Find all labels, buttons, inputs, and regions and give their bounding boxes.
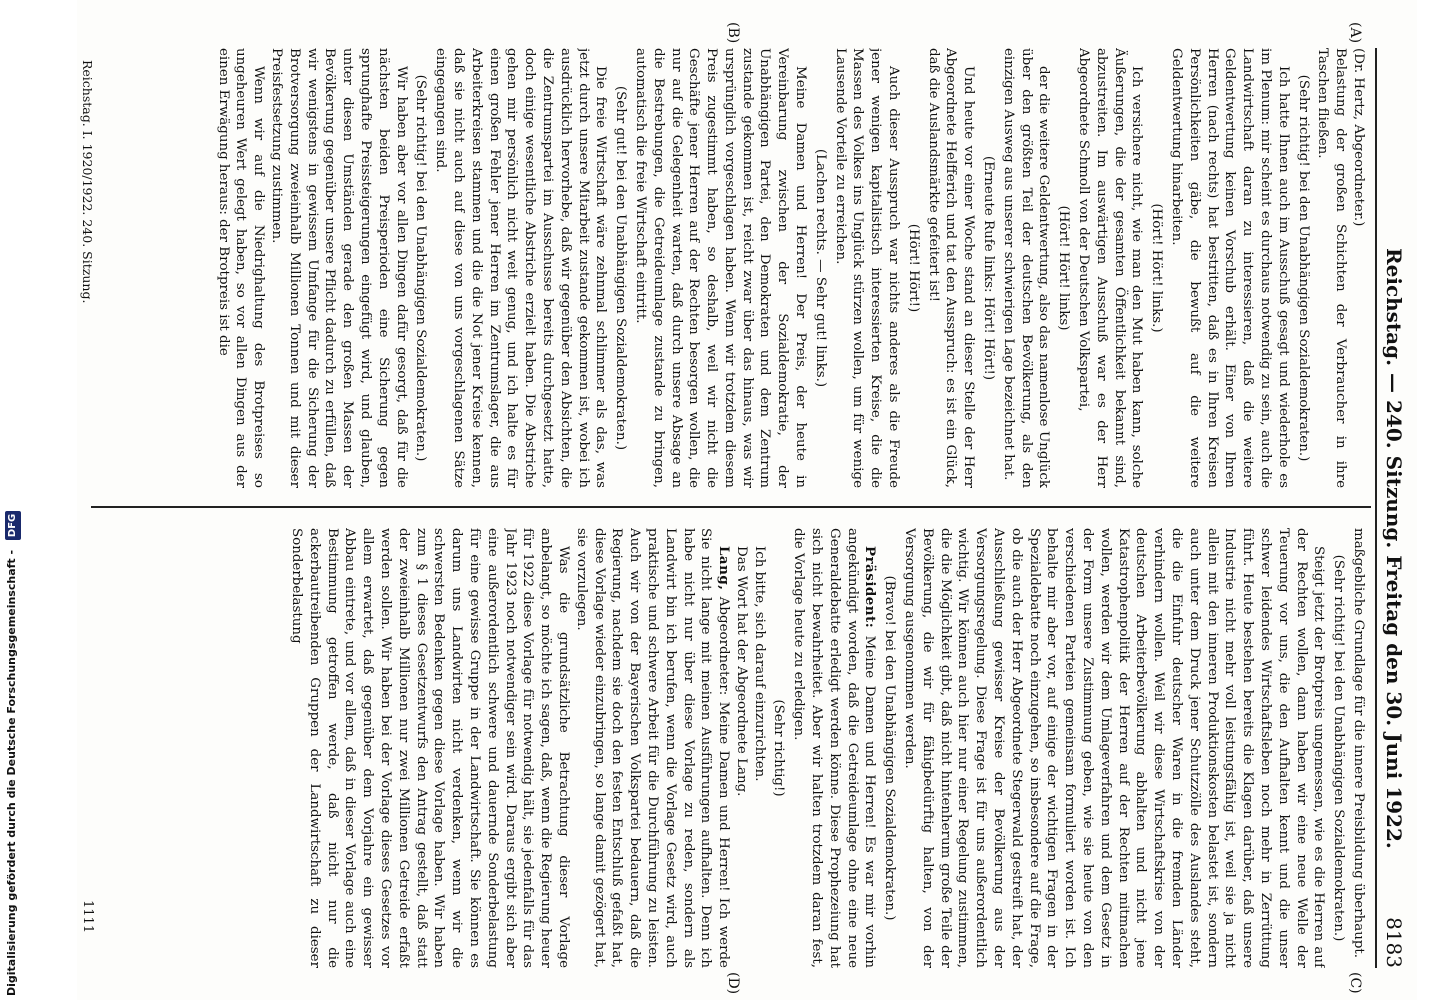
paragraph-text: (Bravo! bei den Unabhängigen Sozialdemokraten.) <box>882 575 898 921</box>
paragraph <box>750 528 768 968</box>
header-title: Reichstag. — 240. Sitzung. Freitag den 30. Juni 1922. <box>1382 248 1406 849</box>
paragraph <box>631 48 809 488</box>
paragraph-text: (Dr. Hertz, Abgeordneter.) <box>1351 48 1366 227</box>
paragraph-text: (Hört! Hört!) <box>905 223 921 313</box>
paragraph-text: Meine Damen und Herren! Es war mir vorhin angekündigt worden, daß die Getreideumlage ohne eine neue Generaldebatte erledigt werden könne. Diese Prophezeiung hat sich nicht bewahrheitet. Aber wir halten trotzdem daran fest, die Vorlage heute zu erledigen. <box>791 528 878 968</box>
paragraph <box>214 48 267 488</box>
margin-marker-c: (C) <box>1347 972 1363 994</box>
column-divider <box>91 506 1371 508</box>
paragraph <box>999 48 1052 488</box>
paragraph-text: Ich bitte, sich darauf einzurichten. <box>751 546 767 782</box>
stage-direction <box>611 48 629 488</box>
paragraph <box>1074 48 1145 488</box>
paragraph <box>431 48 609 488</box>
page-number: 8183 <box>1382 917 1406 968</box>
paragraph-text: (Sehr richtig!) <box>771 699 787 797</box>
speaker-name: Präsident: <box>862 546 879 629</box>
margin-marker-a: (A) <box>1347 22 1363 44</box>
stage-direction <box>770 528 788 968</box>
paragraph-text: Wir haben aber vor allen Dingen dafür gesorgt, daß für die nächsten beiden Preisperioden eine Sicherung gegen sprunghafte Preissteigerungen eingefügt wird, und glauben, unter diesen Umständen gerade den großen Massen der Bevölkerung gegenüber unsere Pflicht dadurch zu erfüllen, daß wir wenigstens in gewissem Umfange für die Sicherung der Brotversorgung zweieinhalb Millionen Tonnen und mit dieser Preisfestsetzung zustimmen. <box>268 48 409 488</box>
paragraph <box>732 528 750 968</box>
stage-direction <box>880 528 898 968</box>
paragraph <box>267 48 409 488</box>
paragraph-text: (Sehr richtig! bei den Unabhängigen Sozialdemokraten.) <box>1295 74 1311 462</box>
stage-direction <box>904 48 922 488</box>
paragraph-text: (Hört! Hört! links) <box>1056 205 1072 331</box>
paragraph-text: (Sehr richtig! bei den Unabhängigen Sozialdemokraten.) <box>1331 554 1347 942</box>
paragraph <box>287 528 572 968</box>
left-text-column <box>97 48 1367 488</box>
paragraph <box>924 48 977 488</box>
stage-direction <box>1147 48 1165 488</box>
paragraph <box>1167 48 1292 488</box>
paragraph-text: Ich hatte Ihnen auch im Ausschuß gesagt und wiederhole es im Plenum: mir scheint es durchaus notwendig zu sein, auch die Landwirtschaft daran zu interessieren, daß die weitere Geldentwertung keinen Vorschub erhält. Einer von Ihren Herren (nach rechts) hat bestritten, daß es in Ihren Kreisen Persönlichkeiten gäbe, die bewußt auf die weitere Geldentwertung hinarbeiten. <box>1169 48 1291 488</box>
paragraph-text: Auch dieser Ausspruch war nichts anderes als die Freude jener wenigen kapitalistisch interessierten Kreise, die die Massen des Volkes ins Unglück stürzen wollen, um für wenige Lausende Vorteile zu erreichen. <box>832 48 902 488</box>
paragraph-text: (Sehr gut! bei den Unabhängigen Sozialdemokraten.) <box>613 85 629 451</box>
footer-session-note: Reichstag. I. 1920/1922. 240. Sitzung. <box>80 60 95 304</box>
paragraph-text: Was die grundsätzliche Betrachtung dieser Vorlage anbelangt, so möchte ich sagen, daß, wenn die Regierung heuer für 1922 diese Vorlage für notwendig hält, sie jedenfalls für das Jahr 1923 noch notwendiger sein wird. Daraus ergibt sich aber eine außerordentlich schwere und dauernde Sonderbelastung für eine gewisse Gruppe in der Landwirtschaft. Sie können es darum uns Landwirten nicht verdenken, wenn wir die schwersten Bedenken gegen diese Vorlage haben. Wir haben zum § 1 dieses Gesetzentwurfs den Antrag gestellt, daß statt der zweieinhalb Millionen nur zwei Millionen Getreide erfaßt werden sollen. Wir haben bei der Vorlage dieses Gesetzes vor allem erwartet, daß gegenüber dem Vorjahre ein gewisser Abbau eintrete, und vor allem, daß in dieser Vorlage auch eine Bestimmung getroffen werde, daß nicht nur die ackerbautreibenden Gruppen der Landwirtschaft zu dieser Sonderbelastung <box>288 528 571 968</box>
footer-signature-number: 1111 <box>80 900 95 934</box>
stage-direction <box>412 48 430 488</box>
speaker-name: Lang, <box>716 546 733 591</box>
paragraph-text: Und heute vor einer Woche stand an dieser Stelle der Herr Abgeordnete Helfferich und tat den Ausspruch: es ist ein Glück, daß die Auslandsmärkte gefeitert ist! <box>925 48 977 488</box>
paragraph <box>790 528 879 968</box>
paragraph-text: Steigt jetzt der Brotpreis ungemessen, wie es die Herren auf der Rechten wollen, dann haben wir eine neue Welle der Teuerung vor uns, die den Aufhalten kennt und die unser schwer leidendes Wirtschaftsleben noch mehr in Zerrüttung führt. Heute bestehen bereits die Klagen darüber, daß unsere Industrie nicht mehr voll leistungsfähig ist, weil sie ja nicht allein mit den inneren Produktionskosten belastet ist, sondern auch unter dem Druck jener Schutzzölle des Auslandes steht, die die Einfuhr deutscher Waren in die fremden Länder verhindern wollen. Weil wir diese Wirtschaftskrise von der deutschen Arbeiterbevölkerung abhalten und nicht jene Katastrophenpolitik der Herren auf der Rechten mitmachen wollen, werden wir dem Umlageverfahren und dem Gesetz in der Form unsere Zustimmung geben, wie sie heute von den verschiedenen Parteien gemeinsam formuliert worden ist. Ich behalte mir aber vor, auf einige der wichtigen Fragen in der Spezialdebatte noch einzugehen, so insbesondere auf die Frage, ob die auch der Herr Abgeordnete Stegerwald gestreift hat, der Ausschließung gewisser Kreise der Bevölkerung aus der Versorgungsregelung. Diese Frage ist für uns außerordentlich wichtig. Wir können auch hier nur einer Regelung zustimmen, die die Möglichkeit gibt, daß nicht hintenherum große Teile der Bevölkerung, die wir für fähigbedürftig halten, von der Versorgung ausgenommen werden. <box>902 528 1327 968</box>
paragraph-text: (Hört! Hört! links.) <box>1149 203 1165 333</box>
paragraph <box>900 528 1327 968</box>
stage-direction <box>1294 48 1312 488</box>
paragraph-text: (Erneute Rufe links: Hört! Hört!) <box>981 155 997 381</box>
paragraph-text: Belastung der großen Schichten der Verbraucher in ihre Taschen fließen. <box>1315 48 1349 488</box>
paragraph-text: Ich versichere nicht, wie man den Mut haben kann, solche Äußerungen, die der gesamten Öffentlichkeit bekannt sind, abzustreiten. Im auswärtigen Ausschuß war es der Herr Abgeordnete Schmoll von der Deutschen Volkspartei, <box>1076 48 1145 488</box>
scanned-page <box>77 0 1417 1000</box>
paragraph <box>572 528 732 968</box>
paragraph-text: Meine Damen und Herren! Der Preis, der heute in Vereinbarung zwischen der Sozialdemokratie, der Unabhängigen Partei, den Demokraten und dem Zentrum zustande gekommen ist, reicht zwar über das hinaus, was wir ursprünglich vorgeschlagen haben. Wenn wir trotzdem diesem Preis zugestimmt haben, so deshalb, weil wir nicht die Geschäfte jener Herren auf der Rechten besorgen wollen, die nur auf die Gelegenheit warten, daß durch unsere Absage an die Bestrebungen, die Getreideumlage zustande zu bringen, automatisch die freie Wirtschaft eintritt. <box>632 48 809 488</box>
paragraph <box>1349 48 1367 488</box>
stage-direction <box>1329 528 1347 968</box>
dfg-logo: DFG <box>5 511 21 540</box>
right-text-column <box>97 528 1367 968</box>
digitization-credit <box>4 6 20 996</box>
stage-direction <box>1054 48 1072 488</box>
stage-direction <box>979 48 997 488</box>
paragraph <box>1349 528 1367 968</box>
margin-marker-d: (D) <box>725 972 741 995</box>
paragraph-text: Das Wort hat der Abgeordnete Lang. <box>733 546 749 797</box>
page-header <box>1375 48 1411 968</box>
paragraph-text: Wenn wir auf die Niedrighaltung des Brotpreises so ungeheuren Wert gelegt haben, so vor allen Dingen aus der einen Erwägung heraus: der Brotpreis ist die <box>215 48 267 488</box>
paragraph-text: (Sehr richtig! bei den Unabhängigen Sozialdemokraten.) <box>413 74 429 462</box>
paragraph-text: maßgebliche Grundlage für die innere Preisbildung überhaupt. <box>1351 528 1366 959</box>
digitization-credit-text: Digitalisierung gefördert durch die Deutsche Forschungsgemeinschaft - <box>5 549 18 996</box>
paragraph <box>831 48 902 488</box>
paragraph <box>1314 48 1350 488</box>
paragraph-text: Die freie Wirtschaft wäre zehnmal schlimmer als das, was jetzt durch unsere Mitarbeit zustande gekommen ist, wobei ich ausdrücklich hervorhebe, daß wir gegenüber den Absichten, die die Zentrumspartei im Ausschusse bereits durchgesetzt hatte, doch einige wesentliche Abstriche erzielt haben. Die Abstriche gehen mir persönlich nicht weit genug, und ich halte es für einen großen Fehler jener Herren im Zentrumslager, die aus Arbeiterkreisen stammen und die die Not jener Kreise kennen, daß sie nicht auch auf diese von uns vorgeschlagenen Sätze eingegangen sind. <box>433 48 609 488</box>
paragraph-text: der die weitere Geldentwertung, also das namenlose Unglück über den größten Teil der deutschen Bevölkerung, als den einzigen Ausweg aus unserer schwierigen Lage bezeichnet hat. <box>1000 48 1052 488</box>
stage-direction <box>811 48 829 488</box>
margin-marker-b: (B) <box>725 22 741 44</box>
paragraph-text: (Lachen rechts. — Sehr gut! links.) <box>812 148 828 388</box>
paragraph-text: Abgeordneter: Meine Damen und Herren! Ich werde Sie nicht lange mit meinen Ausführungen aufhalten. Denn ich habe nicht nur über diese Vorlage zu reden, sondern als Landwirt bin ich berufen, wenn die Vorlage Gesetz wird, auch praktische und schwere Arbeit für die Durchführung zu leisten. Auch wir von der Bayerischen Volkspartei bedauern, daß die Regierung, nachdem sie doch den festen Entschluß gefaßt hat, diese Vorlage wieder einzubringen, so lange damit gezögert hat, sie vorzulegen. <box>573 528 732 968</box>
